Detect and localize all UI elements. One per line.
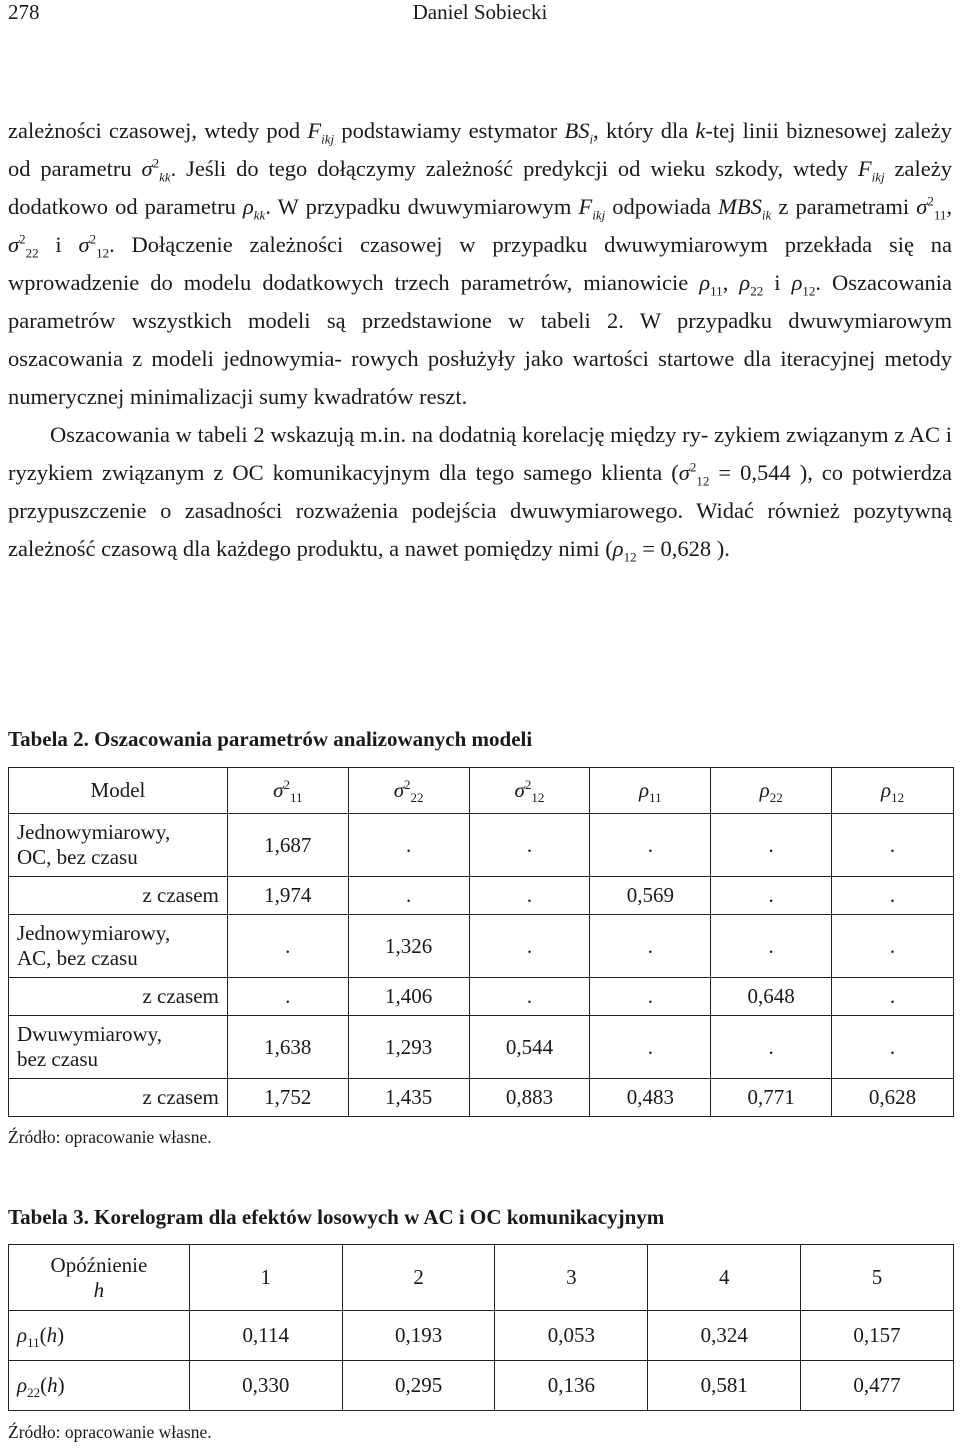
cell: . (227, 978, 348, 1016)
cell: 0,483 (590, 1079, 711, 1117)
header-lag-value: 3 (495, 1245, 648, 1311)
table-row (9, 978, 954, 1016)
cell: 0,324 (648, 1311, 801, 1361)
cell: . (469, 915, 590, 978)
header-sigma22: $\sigma^2_{22}$ (348, 768, 469, 814)
cell: . (469, 814, 590, 877)
cell: . (832, 1016, 954, 1079)
cell: 0,053 (495, 1311, 648, 1361)
cell: 0,330 (189, 1361, 342, 1411)
header-rho11: $\rho_{11}$ (590, 768, 711, 814)
cell: . (711, 814, 832, 877)
cell: 0,136 (495, 1361, 648, 1411)
cell: . (832, 877, 954, 915)
table-3 (8, 1244, 954, 1411)
table-row (9, 1079, 954, 1117)
header-lag-value: 2 (342, 1245, 495, 1311)
cell: 1,752 (227, 1079, 348, 1117)
cell: . (832, 814, 954, 877)
header-lag-value: 4 (648, 1245, 801, 1311)
cell: 0,628 (832, 1079, 954, 1117)
table-row (9, 915, 954, 978)
cell: 1,974 (227, 877, 348, 915)
row-label: z czasem (9, 877, 228, 915)
cell: . (590, 915, 711, 978)
row-label: Jednowymiarowy, OC, bez czasu (9, 814, 228, 877)
cell: 0,771 (711, 1079, 832, 1117)
running-header (8, 0, 952, 40)
cell: . (348, 877, 469, 915)
header-sigma12: $\sigma^2_{12}$ (469, 768, 590, 814)
cell: 0,295 (342, 1361, 495, 1411)
table-3-header-row (9, 1245, 954, 1311)
row-label: Jednowymiarowy, AC, bez czasu (9, 915, 228, 978)
row-label: z czasem (9, 1079, 228, 1117)
cell: 1,326 (348, 915, 469, 978)
header-lag-value: 5 (801, 1245, 954, 1311)
cell: . (227, 915, 348, 978)
table-2 (8, 767, 954, 1117)
row-label: Dwuwymiarowy, bez czasu (9, 1016, 228, 1079)
cell: 1,687 (227, 814, 348, 877)
header-sigma11: $\sigma^2_{11}$ (227, 768, 348, 814)
paragraph-2: Oszacowania w tabeli 2 wskazują m.in. na dodatnią korelację między ry- zykiem związanym z AC i ryzykiem związanym z OC komunikacyjnym dla tego samego klienta ($\sigma^2_{12} = 0,544$ ), co potwierdza przypuszczenie o zasadności rozważenia podejścia dwuwymiarowego. Widać również pozytywną zależność czasową dla każdego produktu, a nawet pomiędzy nimi ($\rho_{12} = 0,628$ ). (8, 422, 953, 565)
table-2-source: Źródło: opracowanie własne. (8, 1127, 212, 1147)
table-3-caption: Tabela 3. Korelogram dla efektów losowych w AC i OC komunikacyjnym (8, 1205, 665, 1229)
cell: 0,648 (711, 978, 832, 1016)
table-row (9, 877, 954, 915)
cell: 1,638 (227, 1016, 348, 1079)
row-label: z czasem (9, 978, 228, 1016)
cell: . (590, 978, 711, 1016)
cell: 0,193 (342, 1311, 495, 1361)
page-number: 278 (8, 0, 40, 24)
cell: 0,883 (469, 1079, 590, 1117)
row-label-rho22: $\rho_{22}(h)$ (9, 1361, 190, 1411)
table-2-caption: Tabela 2. Oszacowania parametrów analizowanych modeli (8, 727, 533, 751)
cell: . (711, 877, 832, 915)
cell: 0,581 (648, 1361, 801, 1411)
cell: . (711, 1016, 832, 1079)
header-model: Model (9, 768, 228, 814)
cell: 0,569 (590, 877, 711, 915)
row-label-rho11: $\rho_{11}(h)$ (9, 1311, 190, 1361)
cell: 1,293 (348, 1016, 469, 1079)
cell: . (590, 1016, 711, 1079)
cell: 0,157 (801, 1311, 954, 1361)
table-row (9, 1016, 954, 1079)
cell: 0,544 (469, 1016, 590, 1079)
table-3-source: Źródło: opracowanie własne. (8, 1422, 212, 1442)
cell: . (832, 978, 954, 1016)
cell: . (469, 877, 590, 915)
table-row (9, 1311, 954, 1361)
header-rho12: $\rho_{12}$ (832, 768, 954, 814)
header-rho22: $\rho_{22}$ (711, 768, 832, 814)
header-lag: Opóźnienie h (9, 1245, 190, 1311)
table-row (9, 814, 954, 877)
body-text (8, 112, 952, 568)
cell: . (590, 814, 711, 877)
cell: . (469, 978, 590, 1016)
cell: . (832, 915, 954, 978)
cell: 1,435 (348, 1079, 469, 1117)
cell: . (711, 915, 832, 978)
cell: 0,477 (801, 1361, 954, 1411)
paragraph-1: zależności czasowej, wtedy pod $F_{ikj}$ podstawiamy estymator $BS_i$, który dla k-tej linii biznesowej zależy od parametru $\sigma^2_{kk}$. Jeśli do tego dołączymy zależność predykcji od wieku szkody, wtedy $F_{ikj}$ zależy dodatkowo od parametru $\rho_{kk}$. W przypadku dwuwymiarowym $F_{ikj}$ odpowiada $MBS_{ik}$ z parametrami $\sigma^2_{11}$, $\sigma^2_{22}$ i $\sigma^2_{12}$. Dołączenie zależności czasowej w przypadku dwuwymiarowym przekłada się na wprowadzenie do modelu dodatkowych trzech parametrów, mianowicie $\rho_{11}$, $\rho_{22}$ i $\rho_{12}$. Oszacowania parametrów wszystkich modeli są przedstawione w tabeli 2. W przypadku dwuwymiarowym oszacowania z modeli jednowymia- rowych posłużyły jako wartości startowe dla iteracyjnej metody numerycznej minimalizacji sumy kwadratów reszt. (8, 118, 953, 409)
running-author: Daniel Sobiecki (412, 0, 548, 24)
cell: 1,406 (348, 978, 469, 1016)
header-lag-value: 1 (189, 1245, 342, 1311)
table-row (9, 1361, 954, 1411)
cell: . (348, 814, 469, 877)
table-2-header-row (9, 768, 954, 814)
cell: 0,114 (189, 1311, 342, 1361)
